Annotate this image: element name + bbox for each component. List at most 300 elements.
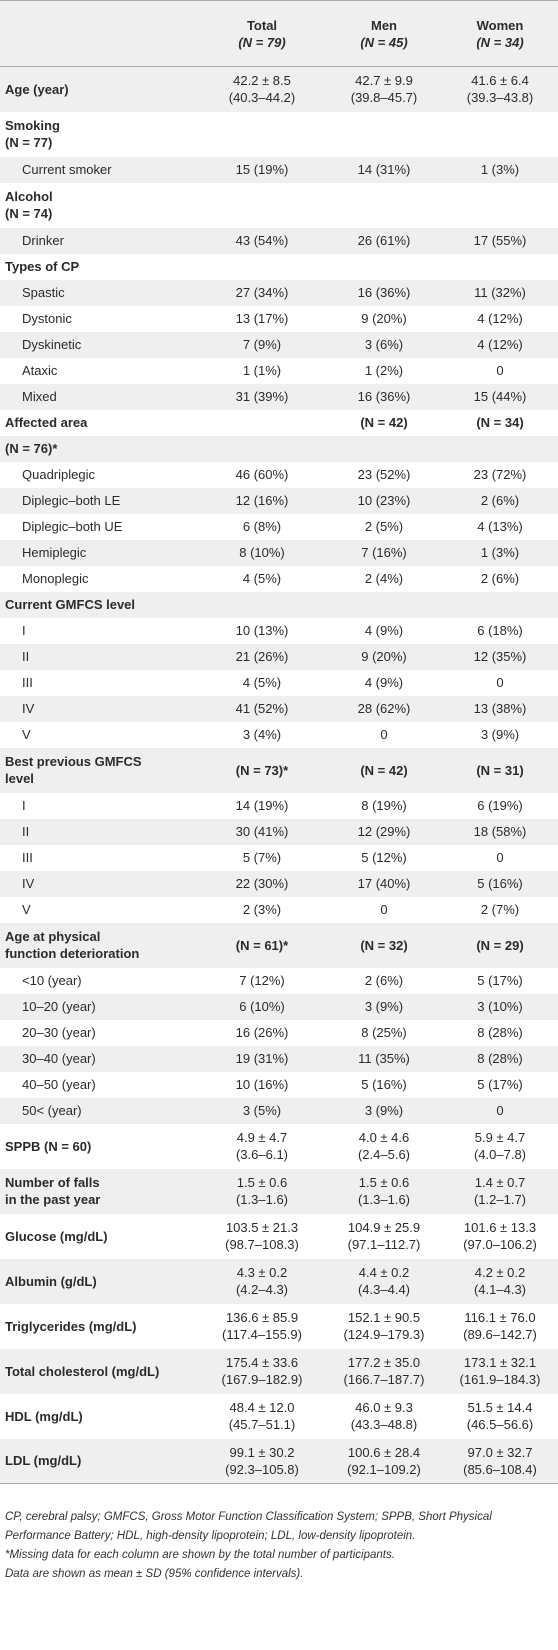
cell-total-value: 31 (39%) bbox=[235, 389, 289, 404]
cell-women-value: 6 (18%) bbox=[477, 623, 523, 638]
cell-men bbox=[326, 1349, 442, 1394]
cell-women bbox=[442, 748, 558, 793]
footnote-missing-data: *Missing data for each column are shown by the total number of participants. bbox=[5, 1549, 395, 1561]
table-row bbox=[0, 228, 558, 254]
table-body bbox=[0, 67, 558, 1484]
table-row bbox=[0, 871, 558, 897]
cell-men bbox=[326, 436, 442, 462]
footnote-abbreviations: CP, cerebral palsy; GMFCS, Gross Motor Function Classification System; SPPB, Short Physical Performance Battery; HDL, high-density lipoprotein; LDL, low-density lipoprotein. bbox=[5, 1511, 492, 1542]
row-label bbox=[0, 183, 198, 228]
row-label-text: Dystonic bbox=[22, 311, 72, 326]
row-label bbox=[0, 436, 198, 462]
row-label bbox=[0, 897, 198, 923]
cell-women-value: 0 bbox=[496, 675, 504, 690]
row-label-text: I bbox=[22, 623, 26, 638]
cell-total bbox=[198, 1439, 326, 1484]
cell-men-value: 0 bbox=[380, 902, 388, 917]
cell-men-value: 2 (6%) bbox=[364, 973, 404, 988]
row-label-text: V bbox=[22, 727, 31, 742]
row-label-text: II bbox=[22, 649, 30, 664]
row-label-text: Glucose (mg/dL) bbox=[5, 1228, 108, 1244]
cell-total bbox=[198, 618, 326, 644]
cell-total-value: 4.9 ± 4.7 bbox=[236, 1130, 288, 1145]
cell-women-value: 1.4 ± 0.7 bbox=[474, 1175, 526, 1190]
cell-men-value: 100.6 ± 28.4 bbox=[347, 1444, 421, 1460]
table-header bbox=[0, 1, 558, 67]
cell-men-value: 7 (16%) bbox=[361, 545, 407, 560]
cell-women-value: 41.6 ± 6.4 bbox=[471, 73, 529, 89]
cell-women bbox=[442, 1098, 558, 1124]
row-label-text: <10 (year) bbox=[22, 973, 82, 988]
row-label bbox=[0, 1098, 198, 1124]
row-label-text: Alcohol bbox=[5, 189, 53, 204]
cell-men bbox=[326, 514, 442, 540]
cell-total bbox=[198, 566, 326, 592]
cell-men-value-ci: (1.3–1.6) bbox=[357, 1192, 411, 1207]
row-label bbox=[0, 67, 198, 112]
table-row bbox=[0, 488, 558, 514]
cell-men-value: 11 (35%) bbox=[358, 1051, 410, 1066]
cell-men bbox=[326, 183, 442, 228]
cell-men-value: 28 (62%) bbox=[357, 701, 411, 716]
row-label bbox=[0, 819, 198, 845]
cell-women bbox=[442, 968, 558, 994]
cell-total-value: 136.6 ± 85.9 bbox=[225, 1310, 299, 1325]
cell-men bbox=[326, 897, 442, 923]
cell-men-value-ci: (4.3–4.4) bbox=[357, 1282, 411, 1297]
cell-women bbox=[442, 994, 558, 1020]
cell-total-value: 46 (60%) bbox=[235, 467, 289, 482]
cell-men-value-ci: (97.1–112.7) bbox=[347, 1237, 421, 1252]
table-row bbox=[0, 1214, 558, 1259]
row-label bbox=[0, 540, 198, 566]
cell-women-value: 97.0 ± 32.7 bbox=[467, 1444, 533, 1460]
cell-total bbox=[198, 644, 326, 670]
row-label bbox=[0, 968, 198, 994]
cell-women bbox=[442, 819, 558, 845]
header-women bbox=[442, 1, 558, 67]
cell-men-value: 17 (40%) bbox=[357, 876, 411, 891]
cell-men-value: 4.4 ± 0.2 bbox=[358, 1265, 410, 1280]
cell-total-value: 8 (10%) bbox=[239, 545, 285, 560]
cell-men bbox=[326, 566, 442, 592]
cell-women-value: 173.1 ± 32.1 bbox=[463, 1355, 537, 1370]
cell-total bbox=[198, 897, 326, 923]
cell-men-value: 46.0 ± 9.3 bbox=[355, 1400, 413, 1415]
header-women-n: (N = 34) bbox=[476, 34, 524, 50]
cell-women-value: 3 (9%) bbox=[480, 727, 520, 742]
table-row bbox=[0, 696, 558, 722]
cell-men bbox=[326, 1020, 442, 1046]
cell-total bbox=[198, 845, 326, 871]
cell-men bbox=[326, 112, 442, 157]
cell-total bbox=[198, 1214, 326, 1259]
row-label-text: Current smoker bbox=[22, 162, 112, 177]
row-label bbox=[0, 1020, 198, 1046]
cell-total bbox=[198, 722, 326, 748]
cell-total-value: 16 (26%) bbox=[235, 1025, 289, 1040]
cell-men-value-ci: (92.1–109.2) bbox=[347, 1461, 421, 1477]
cell-total-value: 1 (1%) bbox=[242, 363, 282, 378]
cell-total bbox=[198, 112, 326, 157]
row-label bbox=[0, 306, 198, 332]
cell-men-value: 104.9 ± 25.9 bbox=[347, 1220, 421, 1235]
cell-men bbox=[326, 923, 442, 968]
row-label-text: III bbox=[22, 850, 33, 865]
cell-women-value: 6 (19%) bbox=[477, 798, 523, 813]
cell-men bbox=[326, 670, 442, 696]
cell-men bbox=[326, 819, 442, 845]
cell-total bbox=[198, 358, 326, 384]
row-label bbox=[0, 228, 198, 254]
row-label bbox=[0, 280, 198, 306]
row-label bbox=[0, 1439, 198, 1484]
cell-men bbox=[326, 1072, 442, 1098]
table-row bbox=[0, 67, 558, 112]
cell-total bbox=[198, 410, 326, 436]
row-label bbox=[0, 566, 198, 592]
cell-total bbox=[198, 436, 326, 462]
row-label-text: Monoplegic bbox=[22, 571, 89, 586]
row-label bbox=[0, 254, 198, 280]
row-label bbox=[0, 871, 198, 897]
cell-men-value-ci: (166.7–187.7) bbox=[343, 1372, 425, 1387]
header-total-label: Total bbox=[246, 17, 278, 33]
cell-women-value: 18 (58%) bbox=[473, 824, 527, 839]
cell-men-value: 3 (9%) bbox=[364, 999, 404, 1014]
cell-men bbox=[326, 845, 442, 871]
cell-women-value: 3 (10%) bbox=[477, 999, 523, 1014]
cell-total-value: 6 (10%) bbox=[239, 999, 285, 1014]
row-label-text: III bbox=[22, 675, 33, 690]
cell-total-value: 99.1 ± 30.2 bbox=[229, 1444, 295, 1460]
cell-men-value: 4 (9%) bbox=[364, 623, 404, 638]
row-label-text: Drinker bbox=[22, 233, 64, 248]
row-label bbox=[0, 1394, 198, 1439]
cell-total bbox=[198, 1169, 326, 1214]
cell-women-value: 23 (72%) bbox=[473, 467, 527, 482]
cell-total bbox=[198, 280, 326, 306]
cell-women bbox=[442, 514, 558, 540]
cell-men-value: 5 (12%) bbox=[361, 850, 407, 865]
cell-women bbox=[442, 897, 558, 923]
cell-women bbox=[442, 871, 558, 897]
cell-total-value: 2 (3%) bbox=[242, 902, 282, 917]
table-row bbox=[0, 1098, 558, 1124]
row-label bbox=[0, 618, 198, 644]
cell-women bbox=[442, 112, 558, 157]
cell-women-value: 101.6 ± 13.3 bbox=[463, 1220, 537, 1235]
cell-women bbox=[442, 923, 558, 968]
row-label-text: IV bbox=[22, 701, 35, 716]
cell-total bbox=[198, 670, 326, 696]
cell-men-value: 16 (36%) bbox=[357, 285, 411, 300]
cell-total-value-ci: (3.6–6.1) bbox=[235, 1147, 289, 1162]
cell-total-value-ci: (45.7–51.1) bbox=[228, 1417, 296, 1432]
row-label bbox=[0, 670, 198, 696]
cell-total-value: 175.4 ± 33.6 bbox=[225, 1355, 299, 1370]
row-label bbox=[0, 1349, 198, 1394]
cell-men bbox=[326, 1098, 442, 1124]
cell-women-value: 0 bbox=[496, 1103, 504, 1118]
row-label-text: Quadriplegic bbox=[22, 467, 95, 482]
row-label-text: Triglycerides (mg/dL) bbox=[5, 1318, 137, 1334]
cell-women bbox=[442, 488, 558, 514]
cell-total bbox=[198, 1124, 326, 1169]
cell-total bbox=[198, 384, 326, 410]
row-label-subtext: (N = 77) bbox=[5, 135, 53, 150]
cell-total-value-ci: (98.7–108.3) bbox=[225, 1237, 299, 1252]
table-row bbox=[0, 845, 558, 871]
table-footnotes bbox=[5, 1508, 553, 1584]
cell-men-value: 3 (6%) bbox=[364, 337, 404, 352]
cell-men-value: 16 (36%) bbox=[357, 389, 411, 404]
cell-women-value: 15 (44%) bbox=[473, 389, 527, 404]
cell-men bbox=[326, 644, 442, 670]
cell-total bbox=[198, 540, 326, 566]
table-row bbox=[0, 462, 558, 488]
table-row bbox=[0, 1394, 558, 1439]
row-label bbox=[0, 1304, 198, 1349]
cell-total bbox=[198, 332, 326, 358]
row-label-text: Diplegic–both LE bbox=[22, 493, 121, 508]
cell-women-value: 5 (17%) bbox=[477, 1077, 523, 1092]
table-row bbox=[0, 1349, 558, 1394]
cell-total-value: 4 (5%) bbox=[242, 571, 282, 586]
table-row bbox=[0, 1046, 558, 1072]
cell-total-value: 3 (4%) bbox=[242, 727, 282, 742]
table-row bbox=[0, 254, 558, 280]
cell-men bbox=[326, 592, 442, 618]
row-label bbox=[0, 1214, 198, 1259]
cell-men bbox=[326, 968, 442, 994]
cell-total bbox=[198, 1046, 326, 1072]
cell-men bbox=[326, 793, 442, 819]
cell-total-value: 15 (19%) bbox=[235, 162, 289, 177]
cell-men bbox=[326, 1046, 442, 1072]
row-label-text: Albumin (g/dL) bbox=[5, 1273, 97, 1289]
row-label-text: 50< (year) bbox=[22, 1103, 82, 1118]
cell-men bbox=[326, 254, 442, 280]
cell-men bbox=[326, 696, 442, 722]
row-label-text: 20–30 (year) bbox=[22, 1025, 96, 1040]
cell-men bbox=[326, 462, 442, 488]
cell-women-value: 116.1 ± 76.0 bbox=[464, 1310, 536, 1325]
cell-men bbox=[326, 1439, 442, 1484]
cell-women-value: (N = 34) bbox=[476, 415, 524, 430]
row-label bbox=[0, 462, 198, 488]
cell-women-value: 0 bbox=[496, 850, 504, 865]
table-row bbox=[0, 157, 558, 183]
cell-total-value: 13 (17%) bbox=[235, 311, 289, 326]
table-row bbox=[0, 384, 558, 410]
cell-total-value: (N = 61)* bbox=[235, 937, 289, 953]
table-row bbox=[0, 748, 558, 793]
cell-men bbox=[326, 488, 442, 514]
row-label-text: Best previous GMFCS bbox=[5, 754, 142, 769]
row-label-text: Types of CP bbox=[5, 259, 80, 274]
table-row bbox=[0, 592, 558, 618]
cell-men-value: 42.7 ± 9.9 bbox=[355, 73, 413, 89]
cell-women-value-ci: (4.0–7.8) bbox=[473, 1147, 527, 1162]
cell-women bbox=[442, 1214, 558, 1259]
cell-total-value: 22 (30%) bbox=[235, 876, 289, 891]
cell-women-value: 12 (35%) bbox=[473, 649, 527, 664]
header-men-label: Men bbox=[371, 17, 397, 33]
cell-total bbox=[198, 923, 326, 968]
row-label bbox=[0, 384, 198, 410]
cell-women bbox=[442, 1349, 558, 1394]
cell-women bbox=[442, 254, 558, 280]
cell-men-value: 2 (4%) bbox=[364, 571, 404, 586]
row-label-text: II bbox=[22, 824, 30, 839]
cell-total bbox=[198, 1259, 326, 1304]
cell-total bbox=[198, 514, 326, 540]
cell-women-value: 51.5 ± 14.4 bbox=[467, 1400, 533, 1415]
cell-men-value: 4.0 ± 4.6 bbox=[358, 1130, 410, 1145]
table-row bbox=[0, 540, 558, 566]
cell-women bbox=[442, 1304, 558, 1349]
row-label-subtext: in the past year bbox=[5, 1192, 101, 1207]
cell-women-value: 4 (13%) bbox=[477, 519, 523, 534]
cell-women bbox=[442, 67, 558, 112]
cell-women-value: 5.9 ± 4.7 bbox=[474, 1130, 526, 1145]
cell-men-value: 2 (5%) bbox=[364, 519, 404, 534]
cell-total bbox=[198, 1304, 326, 1349]
cell-women-value: 1 (3%) bbox=[480, 162, 520, 177]
cell-total bbox=[198, 1072, 326, 1098]
cell-women-value: 4 (12%) bbox=[477, 311, 523, 326]
cell-total bbox=[198, 67, 326, 112]
cell-women-value: 11 (32%) bbox=[474, 285, 526, 300]
row-label-text: I bbox=[22, 798, 26, 813]
row-label-text: 40–50 (year) bbox=[22, 1077, 96, 1092]
table-row bbox=[0, 436, 558, 462]
cell-women bbox=[442, 384, 558, 410]
cell-women bbox=[442, 793, 558, 819]
cell-total-value: 19 (31%) bbox=[235, 1051, 289, 1066]
cell-men bbox=[326, 1124, 442, 1169]
cell-total bbox=[198, 748, 326, 793]
cell-men bbox=[326, 1304, 442, 1349]
cell-men bbox=[326, 157, 442, 183]
cell-total bbox=[198, 183, 326, 228]
table-row bbox=[0, 644, 558, 670]
cell-men-value-ci: (39.8–45.7) bbox=[350, 90, 418, 106]
row-label-text: 10–20 (year) bbox=[22, 999, 96, 1014]
cell-men bbox=[326, 748, 442, 793]
cell-men bbox=[326, 871, 442, 897]
header-label-cell bbox=[0, 1, 198, 67]
cell-total bbox=[198, 306, 326, 332]
cell-women bbox=[442, 696, 558, 722]
cell-total bbox=[198, 1098, 326, 1124]
row-label-text: Mixed bbox=[22, 389, 57, 404]
cell-total bbox=[198, 1349, 326, 1394]
row-label-text: Spastic bbox=[22, 285, 65, 300]
table-row bbox=[0, 1124, 558, 1169]
cell-men bbox=[326, 67, 442, 112]
cell-women-value: 4 (12%) bbox=[477, 337, 523, 352]
cell-women-value-ci: (39.3–43.8) bbox=[466, 90, 534, 106]
cell-women-value-ci: (89.6–142.7) bbox=[463, 1327, 537, 1342]
cell-total-value: 4.3 ± 0.2 bbox=[236, 1265, 288, 1280]
cell-women bbox=[442, 436, 558, 462]
cell-total bbox=[198, 1020, 326, 1046]
cell-total bbox=[198, 462, 326, 488]
row-label bbox=[0, 994, 198, 1020]
cell-women-value-ci: (97.0–106.2) bbox=[463, 1237, 537, 1252]
cell-total-value: (N = 73)* bbox=[235, 762, 289, 778]
cell-women-value-ci: (85.6–108.4) bbox=[463, 1461, 537, 1477]
cell-total bbox=[198, 793, 326, 819]
cell-women bbox=[442, 462, 558, 488]
cell-total-value: 5 (7%) bbox=[242, 850, 282, 865]
table-row bbox=[0, 722, 558, 748]
cell-women-value-ci: (4.1–4.3) bbox=[473, 1282, 527, 1297]
cell-total bbox=[198, 592, 326, 618]
cell-total-value: 43 (54%) bbox=[235, 233, 289, 248]
header-women-label: Women bbox=[476, 17, 524, 33]
cell-men bbox=[326, 1394, 442, 1439]
table-row bbox=[0, 112, 558, 157]
row-label bbox=[0, 410, 198, 436]
row-label-text: Total cholesterol (mg/dL) bbox=[5, 1363, 160, 1379]
header-men-n: (N = 45) bbox=[360, 34, 408, 50]
table-row bbox=[0, 306, 558, 332]
cell-total-value-ci: (1.3–1.6) bbox=[235, 1192, 289, 1207]
cell-women bbox=[442, 1124, 558, 1169]
table-row bbox=[0, 358, 558, 384]
row-label bbox=[0, 845, 198, 871]
cell-men-value: 8 (19%) bbox=[361, 798, 407, 813]
cell-men-value: 9 (20%) bbox=[361, 311, 407, 326]
row-label-text: Diplegic–both UE bbox=[22, 519, 123, 534]
cell-total bbox=[198, 819, 326, 845]
cell-women-value: 2 (6%) bbox=[480, 493, 520, 508]
row-label bbox=[0, 722, 198, 748]
cell-total-value: 6 (8%) bbox=[242, 519, 282, 534]
row-label-text: Current GMFCS level bbox=[5, 597, 136, 612]
header-men bbox=[326, 1, 442, 67]
row-label bbox=[0, 332, 198, 358]
cell-total-value: 7 (9%) bbox=[242, 337, 282, 352]
cell-women bbox=[442, 670, 558, 696]
row-label-text: Ataxic bbox=[22, 363, 58, 378]
cell-men bbox=[326, 332, 442, 358]
row-label bbox=[0, 1169, 198, 1214]
cell-women-value: 2 (7%) bbox=[480, 902, 520, 917]
cell-women bbox=[442, 1020, 558, 1046]
cell-women bbox=[442, 306, 558, 332]
header-total-n: (N = 79) bbox=[238, 34, 286, 50]
cell-women bbox=[442, 332, 558, 358]
table-row bbox=[0, 1259, 558, 1304]
cell-men-value: 14 (31%) bbox=[357, 162, 411, 177]
cell-women-value-ci: (46.5–56.6) bbox=[466, 1417, 534, 1432]
row-label-subtext: function deterioration bbox=[5, 946, 140, 961]
cell-men-value: 0 bbox=[380, 727, 388, 742]
cell-women bbox=[442, 1072, 558, 1098]
cell-women bbox=[442, 540, 558, 566]
cell-women bbox=[442, 1169, 558, 1214]
cell-men bbox=[326, 1169, 442, 1214]
row-label bbox=[0, 358, 198, 384]
cell-total-value-ci: (117.4–155.9) bbox=[222, 1327, 302, 1342]
cell-women-value: (N = 29) bbox=[476, 937, 524, 953]
table-row bbox=[0, 566, 558, 592]
row-label-text: Age at physical bbox=[5, 929, 101, 944]
